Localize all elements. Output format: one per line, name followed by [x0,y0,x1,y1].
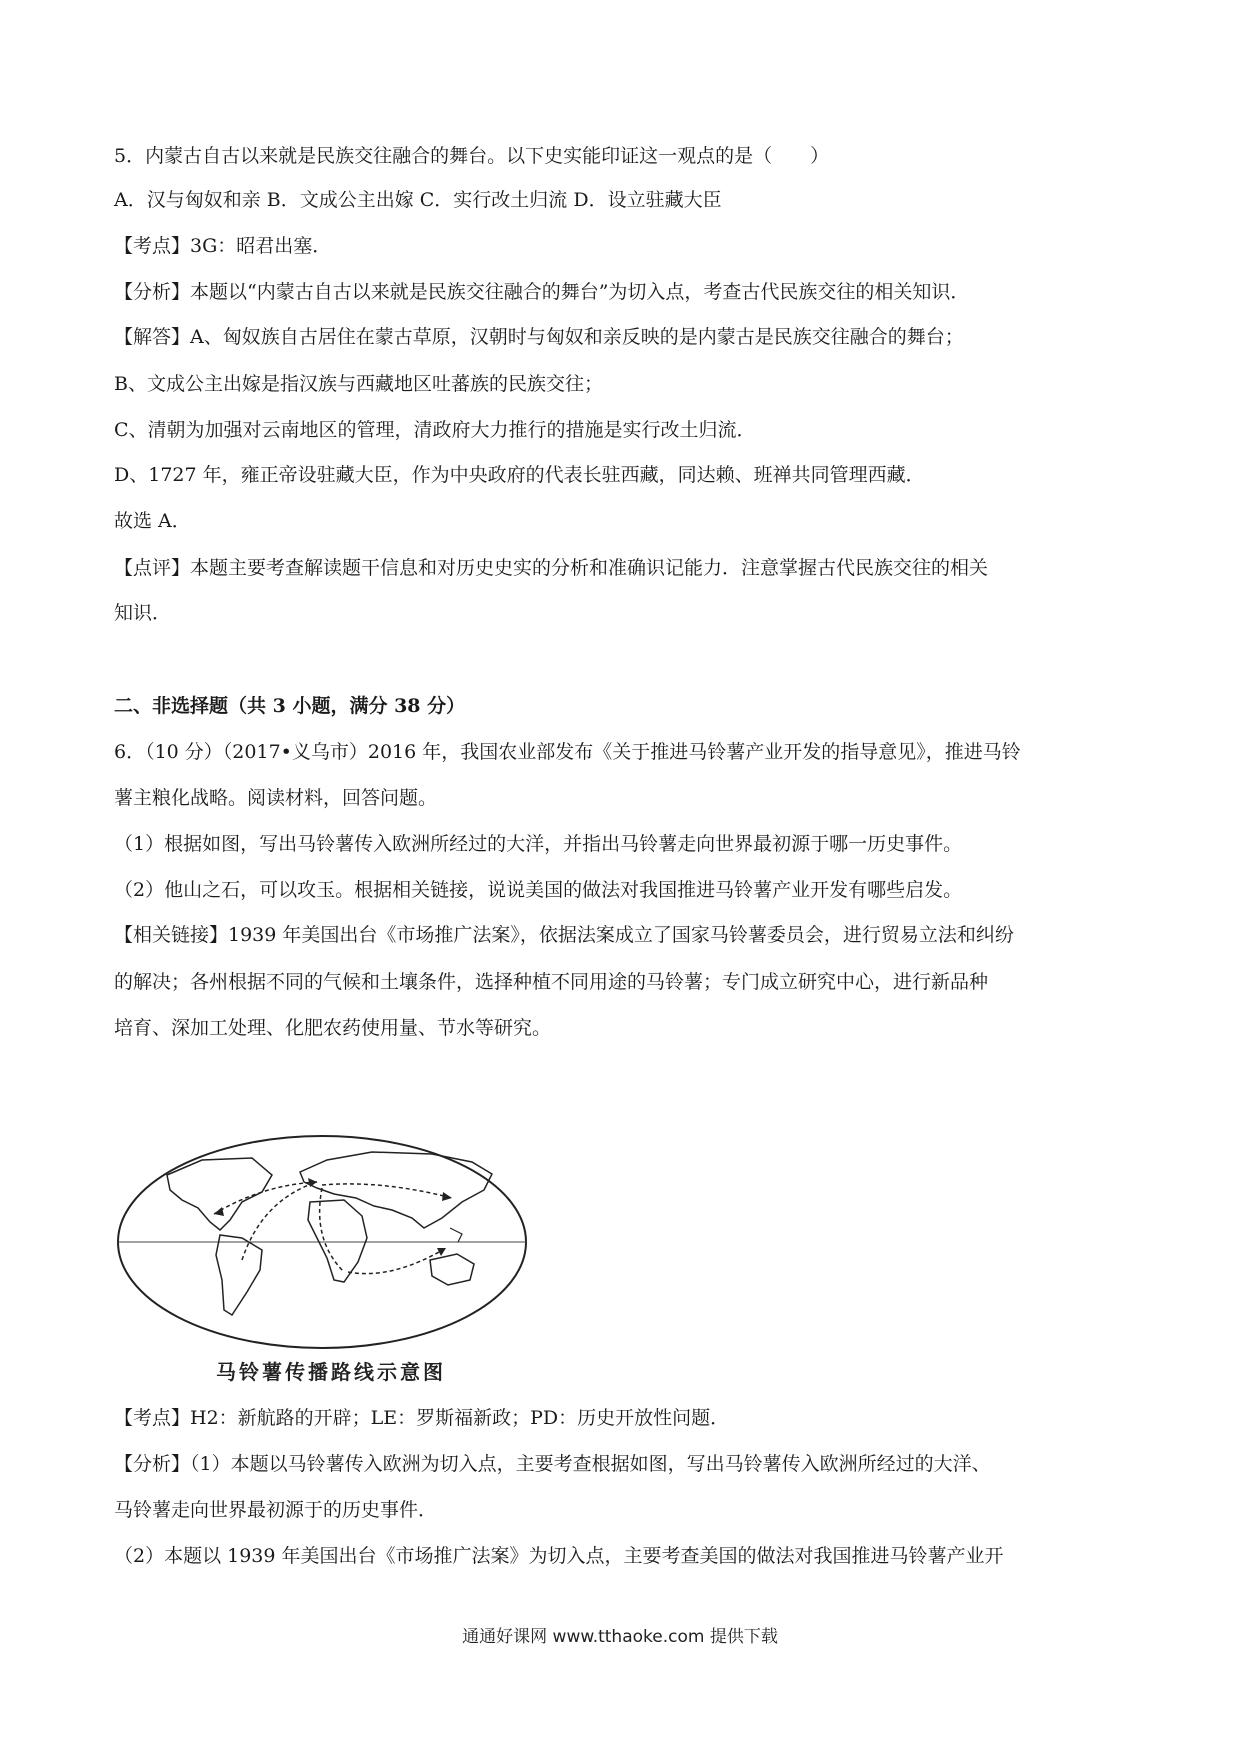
section-heading: 二、非选择题（共 3 小题，满分 38 分） [114,695,466,717]
q5-kaodian: 【考点】3G：昭君出塞． [114,235,332,257]
q5-answer: 故选 A． [114,510,191,532]
q5-dianping: 【点评】本题主要考查解读题干信息和对历史史实的分析和准确识记能力．注意掌握古代民族交往的相关 [114,557,989,579]
q6-fenxi-cont: 马铃薯走向世界最初源于的历史事件． [114,1499,438,1521]
q5-fenxi: 【分析】本题以“内蒙古自古以来就是民族交往融合的舞台”为切入点，考查古代民族交往的相关知识． [114,281,970,303]
q5-option-d-explain: D、1727 年，雍正帝设驻藏大臣，作为中央政府的代表长驻西藏，同达赖、班禅共同管理西藏． [114,464,925,486]
q5-stem: 5．内蒙古自古以来就是民族交往融合的舞台。以下史实能印证这一观点的是（ ） [114,145,830,167]
q6-stem-cont: 薯主粮化战略。阅读材料，回答问题。 [114,787,438,809]
q6-link: 【相关链接】1939 年美国出台《市场推广法案》，依据法案成立了国家马铃薯委员会，进行贸易立法和纠纷 [114,924,1014,946]
q6-sub1: （1）根据如图，写出马铃薯传入欧洲所经过的大洋，并指出马铃薯走向世界最初源于哪一历史事件。 [114,833,963,855]
q6-kaodian: 【考点】H2：新航路的开辟；LE：罗斯福新政；PD：历史开放性问题． [114,1407,730,1429]
q6-link-cont1: 的解决；各州根据不同的气候和土壤条件，选择种植不同用途的马铃薯；专门成立研究中心，进行新品种 [114,971,989,993]
q6-sub2: （2）他山之石，可以攻玉。根据相关链接，说说美国的做法对我国推进马铃薯产业开发有哪些启发。 [114,879,963,901]
q5-option-c-explain: C、清朝为加强对云南地区的管理，清政府大力推行的措施是实行改土归流． [114,419,756,441]
page-footer: 通通好课网 www.tthaoke.com 提供下载 [462,1627,778,1647]
q6-fenxi-2: （2）本题以 1939 年美国出台《市场推广法案》为切入点，主要考查美国的做法对我国推进马铃薯产业开 [114,1545,1004,1567]
q5-jieda: 【解答】A、匈奴族自古居住在蒙古草原，汉朝时与匈奴和亲反映的是内蒙古是民族交往融合的舞台； [114,326,964,348]
q6-link-cont2: 培育、深加工处理、化肥农药使用量、节水等研究。 [114,1017,552,1039]
q5-dianping-cont: 知识． [114,602,172,624]
q5-options: A．汉与匈奴和亲 B．文成公主出嫁 C．实行改土归流 D．设立驻藏大臣 [114,189,722,211]
q6-stem: 6．（10 分）（2017•义乌市）2016 年，我国农业部发布《关于推进马铃薯产业开发的指导意见》，推进马铃 [114,741,1021,763]
q6-fenxi: 【分析】（1）本题以马铃薯传入欧洲为切入点，主要考查根据如图，写出马铃薯传入欧洲所经过的大洋、 [114,1453,991,1475]
potato-route-map [112,1130,532,1392]
world-map-illustration [112,1130,532,1355]
map-caption: 马铃薯传播路线示意图 [216,1360,446,1384]
q5-option-b-explain: B、文成公主出嫁是指汉族与西藏地区吐蕃族的民族交往； [114,373,603,395]
